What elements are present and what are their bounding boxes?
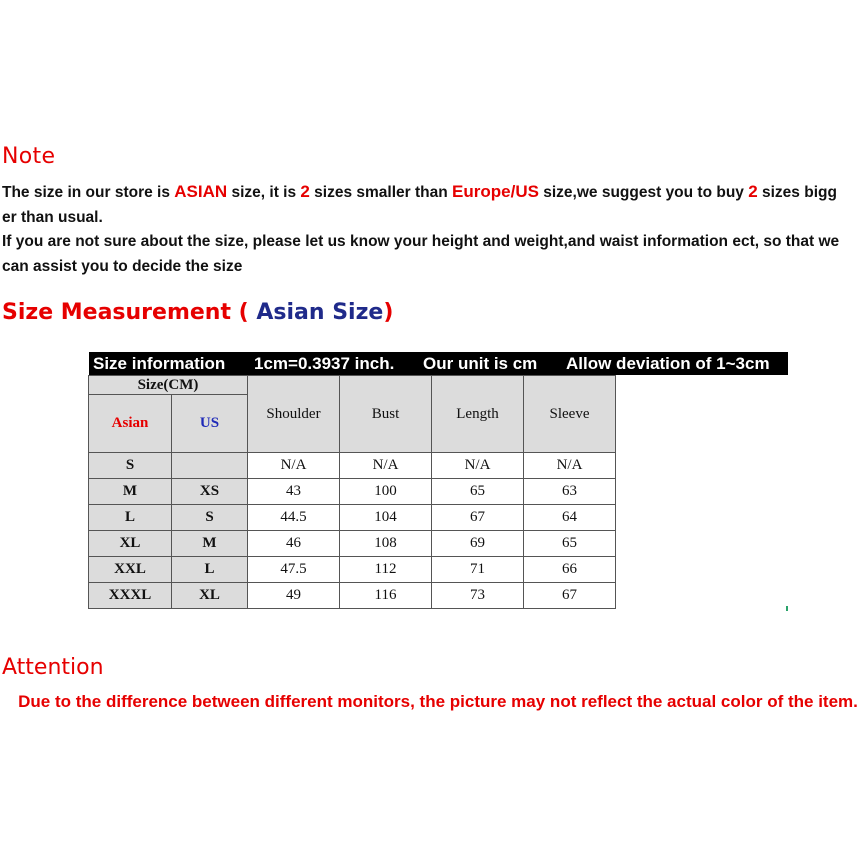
- shoulder-cell: N/A: [248, 453, 340, 479]
- asian-size-cell: L: [89, 505, 172, 531]
- shoulder-cell: 44.5: [248, 505, 340, 531]
- sleeve-cell: 67: [524, 583, 616, 609]
- bust-cell: 100: [340, 479, 432, 505]
- bust-cell: 112: [340, 557, 432, 583]
- table-row: [89, 505, 616, 531]
- bust-cell: N/A: [340, 453, 432, 479]
- asian-highlight: ASIAN: [174, 182, 228, 201]
- length-cell: 73: [432, 583, 524, 609]
- number-highlight: 2: [300, 182, 310, 201]
- us-size-cell: XL: [172, 583, 248, 609]
- note-text-segment: sizes smaller than: [309, 184, 453, 201]
- column-header-sleeve: Sleeve: [524, 376, 616, 453]
- note-heading: Note: [2, 144, 56, 169]
- sleeve-cell: 63: [524, 479, 616, 505]
- asian-size-cell: XXXL: [89, 583, 172, 609]
- us-size-cell: M: [172, 531, 248, 557]
- heading-part: Size Measurement (: [2, 300, 257, 325]
- attention-text: Due to the difference between different monitors, the picture may not reflect the actual color of the item.: [18, 692, 858, 711]
- asian-size-cell: S: [89, 453, 172, 479]
- size-info-bar: [89, 352, 788, 375]
- note-line-2: er than usual.: [2, 208, 103, 226]
- table-row: [89, 583, 616, 609]
- bust-cell: 104: [340, 505, 432, 531]
- note-line-1: [2, 180, 866, 206]
- us-size-cell: [172, 453, 248, 479]
- asian-size-label: Asian Size: [256, 300, 384, 325]
- info-deviation: Allow deviation of 1~3cm: [566, 354, 770, 373]
- asian-size-cell: M: [89, 479, 172, 505]
- column-header-bust: Bust: [340, 376, 432, 453]
- attention-heading: Attention: [2, 655, 104, 680]
- europe-us-highlight: Europe/US: [452, 182, 539, 201]
- us-header: US: [172, 395, 248, 453]
- shoulder-cell: 49: [248, 583, 340, 609]
- note-text-segment: sizes bigg: [757, 184, 837, 201]
- shoulder-cell: 46: [248, 531, 340, 557]
- sleeve-cell: 66: [524, 557, 616, 583]
- shoulder-cell: 43: [248, 479, 340, 505]
- note-line-4: can assist you to decide the size: [2, 257, 243, 275]
- heading-part: ): [383, 300, 394, 325]
- length-cell: 67: [432, 505, 524, 531]
- note-text-segment: The size in our store is: [2, 184, 175, 201]
- number-highlight: 2: [748, 182, 758, 201]
- info-label: Size information: [93, 354, 226, 373]
- note-text: [2, 180, 866, 279]
- size-cm-header: Size(CM): [89, 376, 248, 395]
- info-conversion: 1cm=0.3937 inch.: [254, 354, 395, 373]
- table-row: [89, 557, 616, 583]
- note-line-3: If you are not sure about the size, please let us know your height and weight,and waist information ect, so that we: [2, 233, 840, 250]
- asian-size-cell: XXL: [89, 557, 172, 583]
- decorative-mark: [786, 606, 788, 611]
- column-header-shoulder: Shoulder: [248, 376, 340, 453]
- length-cell: 65: [432, 479, 524, 505]
- note-text-segment: size, it is: [227, 184, 301, 201]
- size-table: [88, 375, 616, 609]
- note-text-segment: size,we suggest you to buy: [538, 184, 749, 201]
- info-unit: Our unit is cm: [423, 354, 538, 373]
- bust-cell: 116: [340, 583, 432, 609]
- asian-size-cell: XL: [89, 531, 172, 557]
- sleeve-cell: 64: [524, 505, 616, 531]
- sleeve-cell: N/A: [524, 453, 616, 479]
- table-row: [89, 453, 616, 479]
- bust-cell: 108: [340, 531, 432, 557]
- us-size-cell: XS: [172, 479, 248, 505]
- column-header-length: Length: [432, 376, 524, 453]
- table-row: [89, 531, 616, 557]
- us-size-cell: S: [172, 505, 248, 531]
- size-measurement-heading: [2, 300, 393, 325]
- table-row: [89, 479, 616, 505]
- sleeve-cell: 65: [524, 531, 616, 557]
- asian-header: Asian: [89, 395, 172, 453]
- length-cell: 71: [432, 557, 524, 583]
- length-cell: N/A: [432, 453, 524, 479]
- length-cell: 69: [432, 531, 524, 557]
- shoulder-cell: 47.5: [248, 557, 340, 583]
- us-size-cell: L: [172, 557, 248, 583]
